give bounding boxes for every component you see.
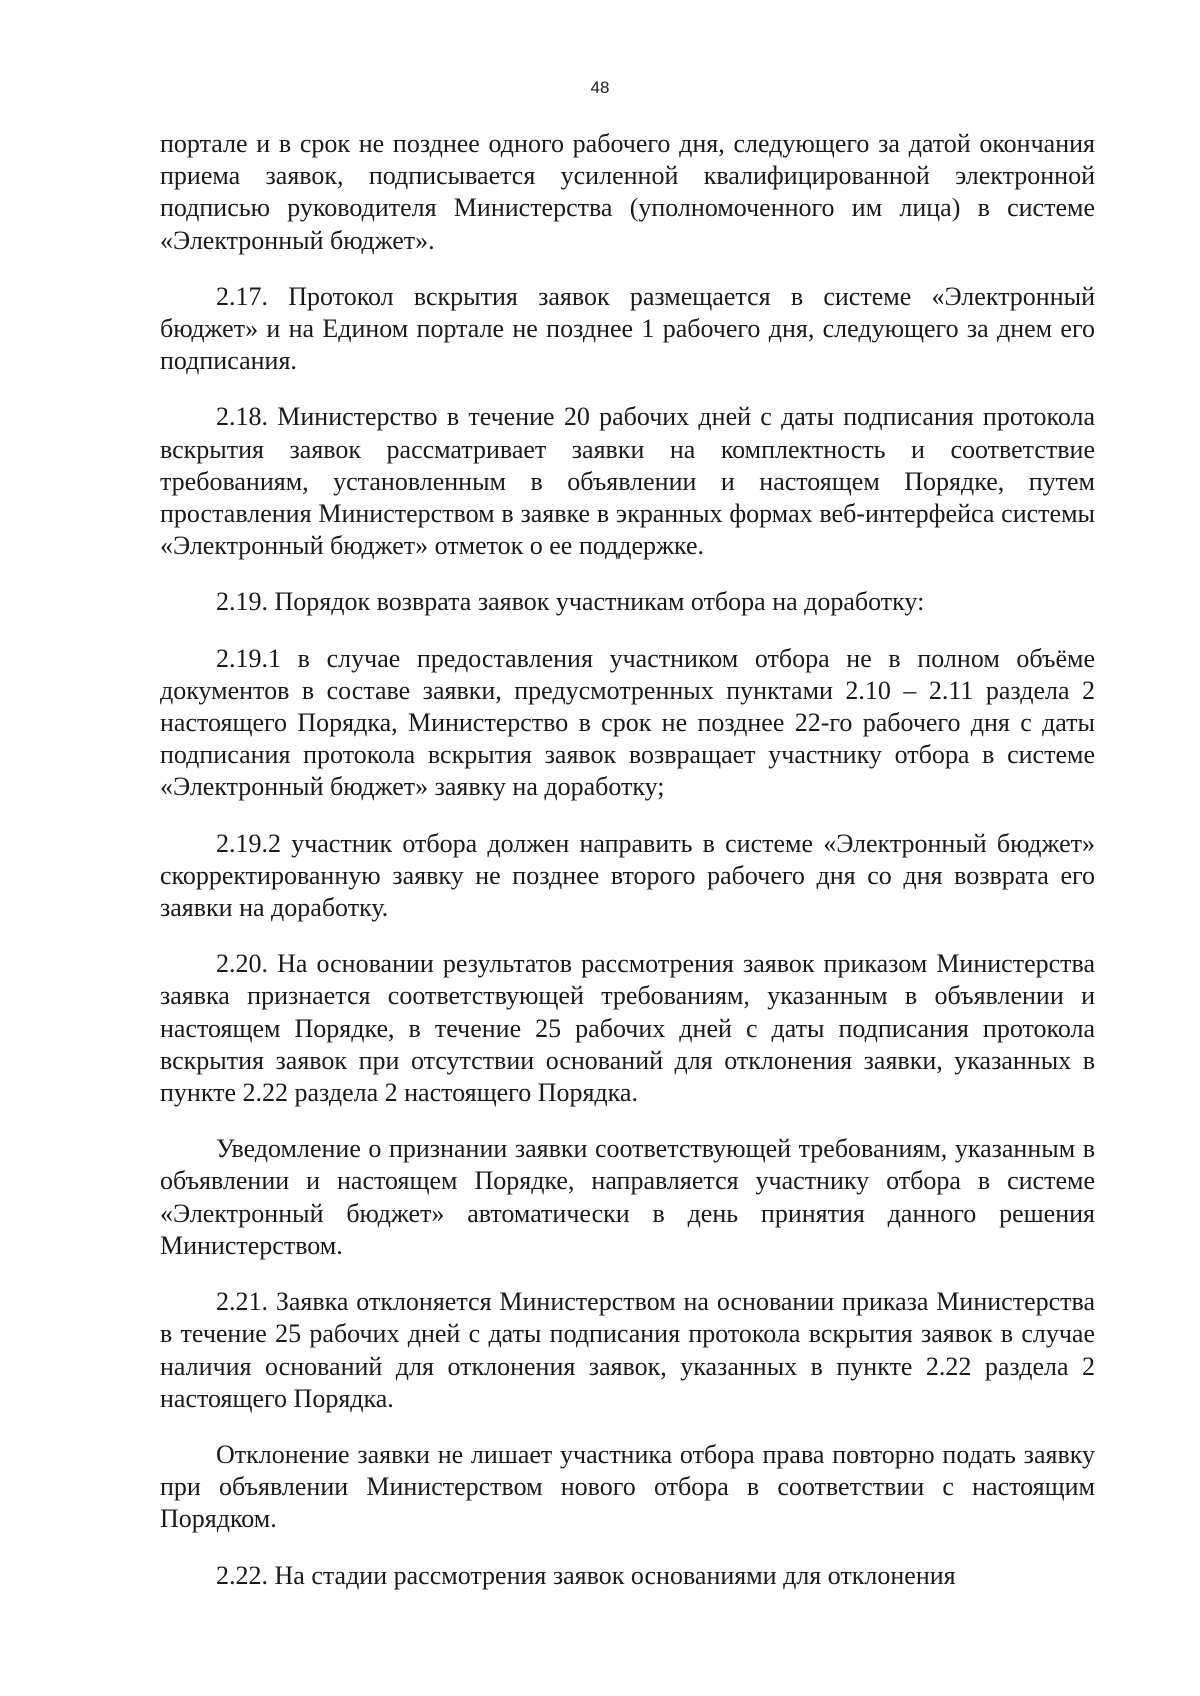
paragraph-2-19-1: 2.19.1 в случае предоставления участником отбора не в полном объёме документов в составе заявки, предусмотренных пунктами 2.10 – 2.11 раздела 2 настоящего Порядка, Министерство в срок не позднее 22-го рабочего дня с даты подписания протокола вскрытия заявок возвращает участнику отбора в системе «Электронный бюджет» заявку на доработку;: [160, 643, 1095, 802]
paragraph-2-17: 2.17. Протокол вскрытия заявок размещается в системе «Электронный бюджет» и на Едином портале не позднее 1 рабочего дня, следующего за днем его подписания.: [160, 281, 1095, 376]
paragraph-2-18: 2.18. Министерство в течение 20 рабочих дней с даты подписания протокола вскрытия заявок рассматривает заявки на комплектность и соответствие требованиям, установленным в объявлении и настоящем Порядке, путем проставления Министерством в заявке в экранных формах веб-интерфейса системы «Электронный бюджет» отметок о ее поддержке.: [160, 402, 1095, 561]
paragraph-2-21: 2.21. Заявка отклоняется Министерством на основании приказа Министерства в течение 25 рабочих дней с даты подписания протокола вскрытия заявок в случае наличия оснований для отклонения заявок, указанных в пункте 2.22 раздела 2 настоящего Порядка.: [160, 1287, 1095, 1413]
paragraph-continuation: портале и в срок не позднее одного рабочего дня, следующего за датой окончания приема заявок, подписывается усиленной квалифицированной электронной подписью руководителя Министерства (уполномоченного им лица) в системе «Электронный бюджет».: [160, 129, 1095, 255]
document-body: [160, 128, 1095, 1592]
paragraph-2-22: 2.22. На стадии рассмотрения заявок основаниями для отклонения: [216, 1560, 956, 1590]
paragraph-rejection-note: Отклонение заявки не лишает участника отбора права повторно подать заявку при объявлении Министерством нового отбора в соответствии с настоящим Порядком.: [160, 1439, 1095, 1534]
paragraph-2-19-2: 2.19.2 участник отбора должен направить в системе «Электронный бюджет» скорректированную заявку не позднее второго рабочего дня со дня возврата его заявки на доработку.: [160, 828, 1095, 923]
paragraph-2-19: 2.19. Порядок возврата заявок участникам отбора на доработку:: [216, 587, 925, 617]
paragraph-notification: Уведомление о признании заявки соответствующей требованиям, указанным в объявлении и настоящем Порядке, направляется участнику отбора в системе «Электронный бюджет» автоматически в день принятия данного решения Министерством.: [160, 1134, 1095, 1260]
page-number: 48: [590, 78, 610, 97]
paragraph-2-20: 2.20. На основании результатов рассмотрения заявок приказом Министерства заявка признается соответствующей требованиям, указанным в объявлении и настоящем Порядке, в течение 25 рабочих дней с даты подписания протокола вскрытия заявок при отсутствии оснований для отклонения заявки, указанных в пункте 2.22 раздела 2 настоящего Порядка.: [160, 949, 1095, 1108]
